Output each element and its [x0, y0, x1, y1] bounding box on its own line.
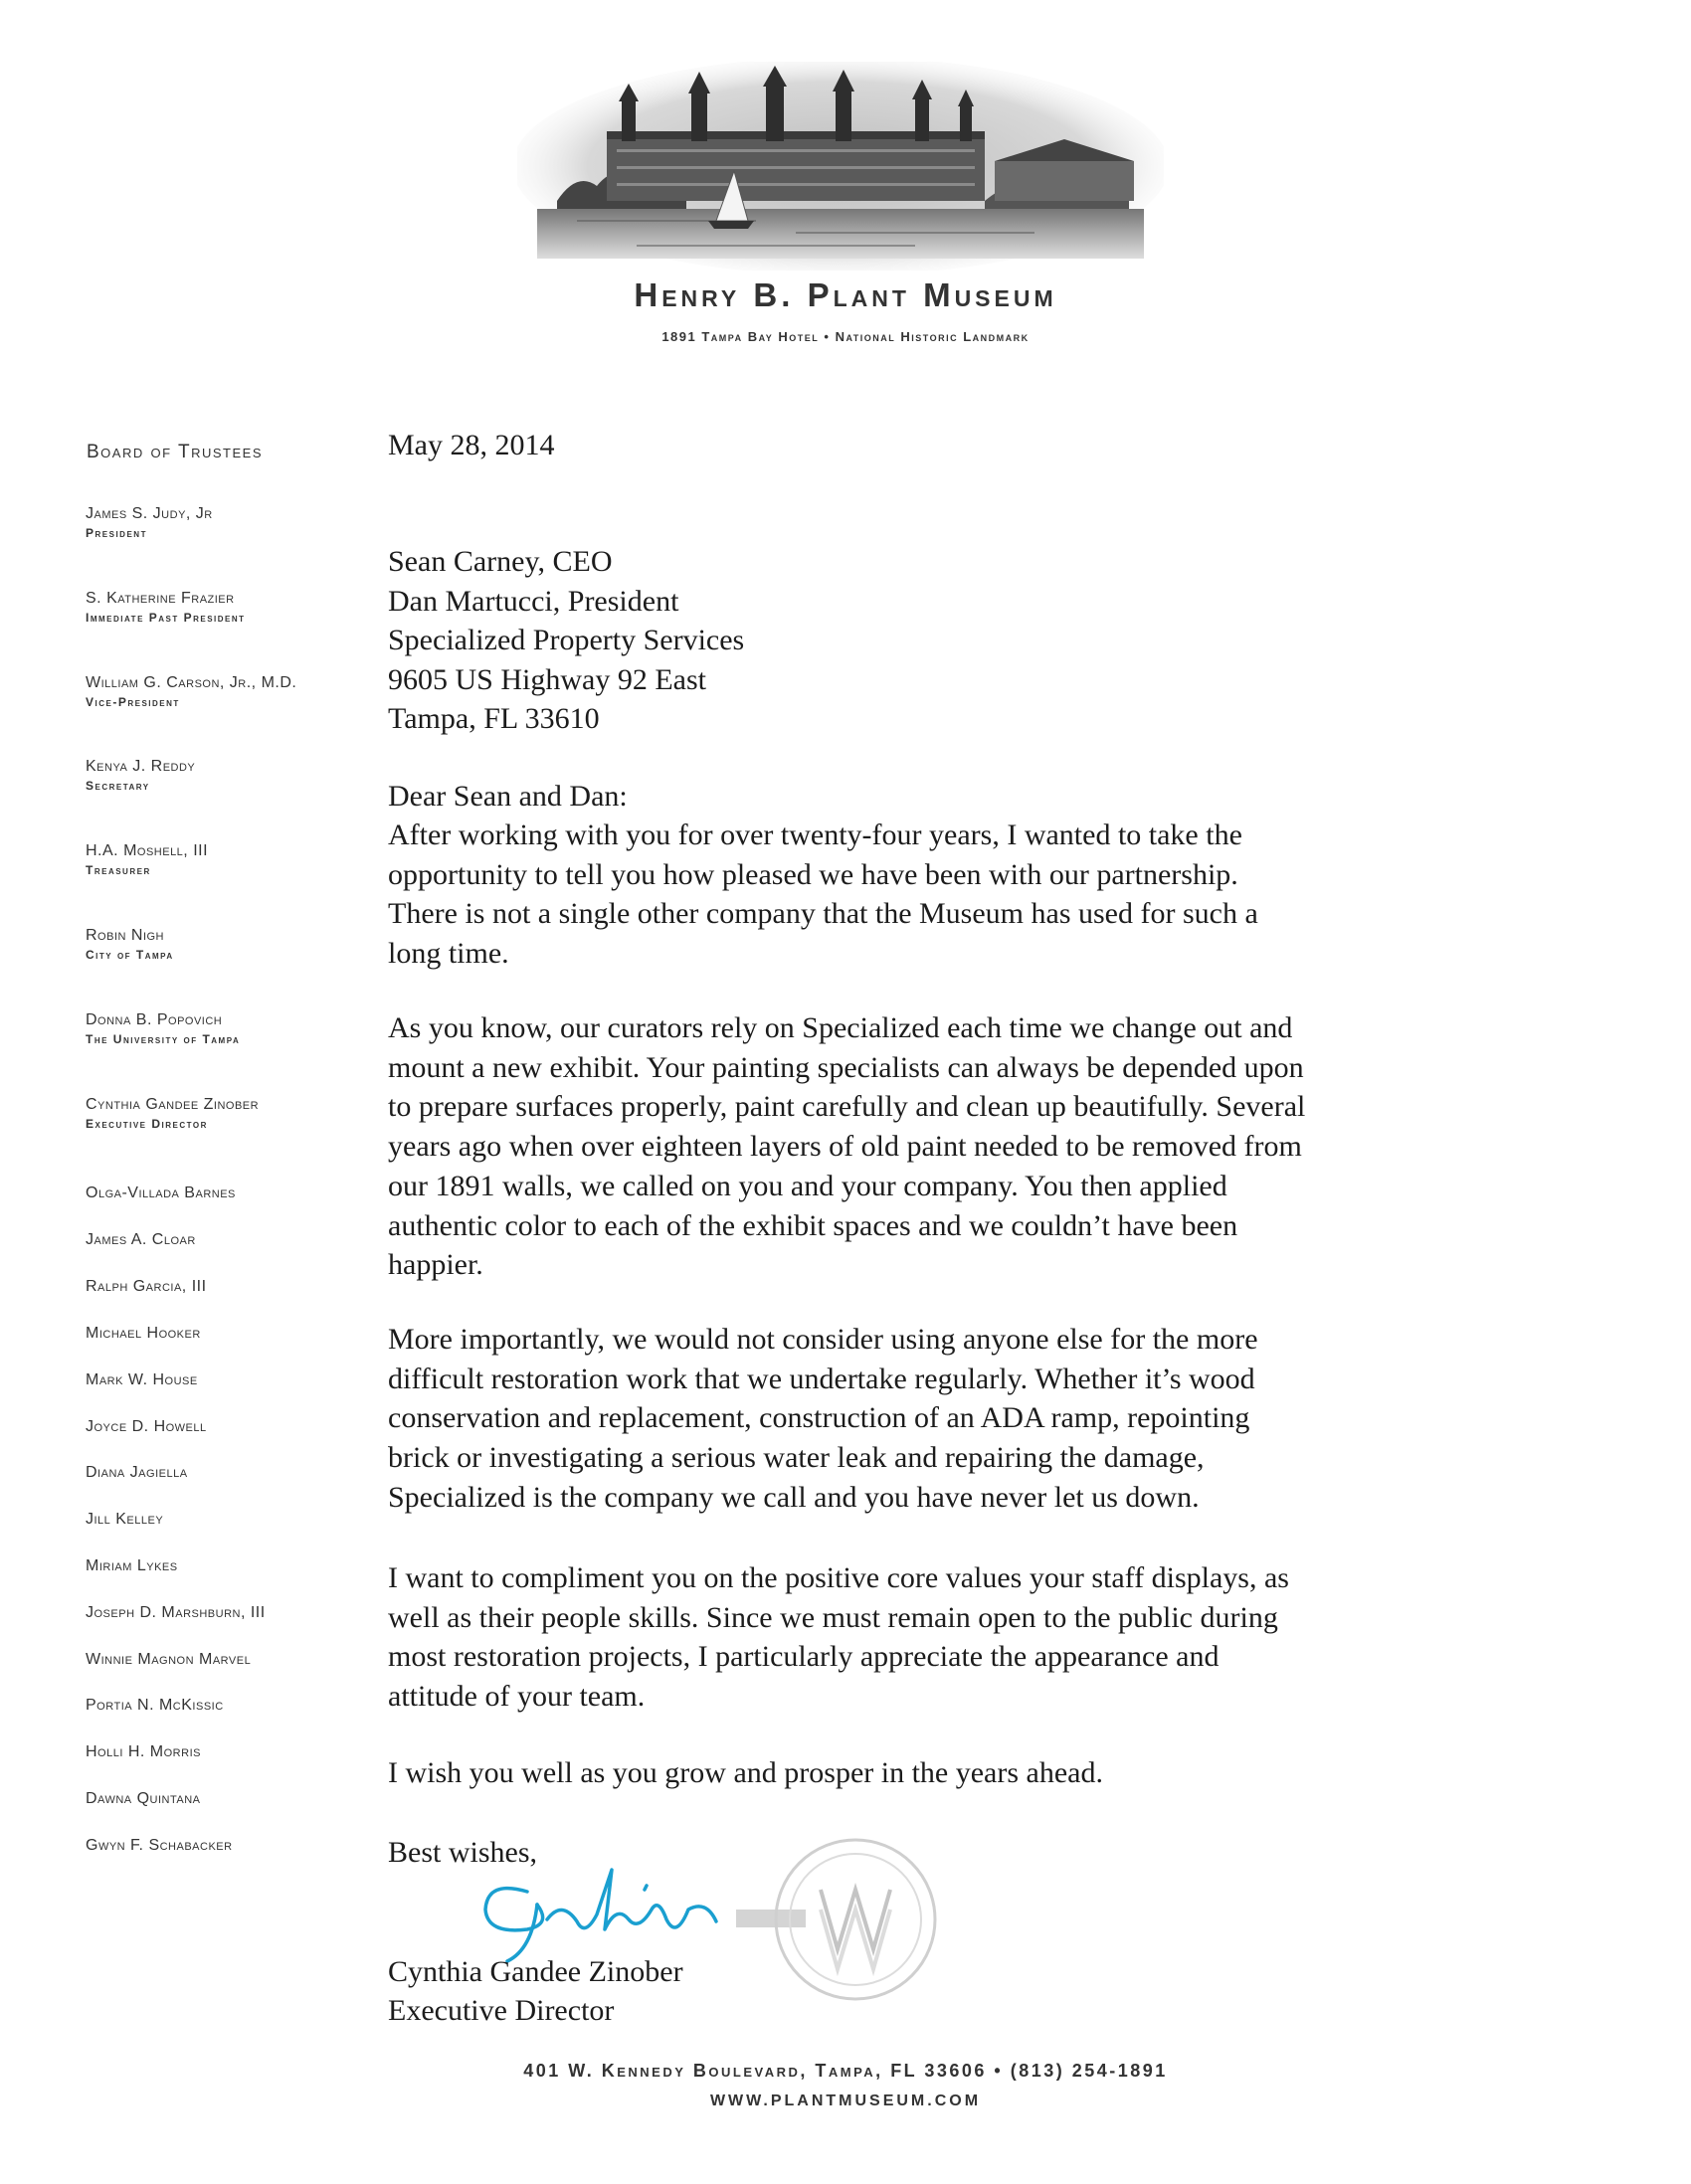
trustee-name: Winnie Magnon Marvel: [86, 1651, 252, 1668]
trustee-name: Mark W. House: [86, 1371, 198, 1388]
salutation: Dear Sean and Dan:: [388, 780, 628, 813]
trustee-entry: [86, 1184, 236, 1202]
board-heading: Board of Trustees: [87, 442, 264, 462]
trustee-entry: [86, 1651, 251, 1669]
body-line: conservation and replacement, construction of an ADA ramp, repointing: [388, 1401, 1250, 1435]
body-paragraph: [388, 1320, 1492, 1518]
trustee-title: Treasurer: [86, 863, 151, 877]
trustee-entry: [86, 1464, 188, 1482]
body-line: most restoration projects, I particularly appreciate the appearance and: [388, 1640, 1220, 1674]
accreditation-seal-icon: [736, 1820, 965, 2019]
body-paragraph: [388, 1558, 1492, 1717]
trustee-entry: [86, 927, 174, 962]
trustee-entry: [86, 1278, 207, 1296]
trustee-title: The University of Tampa: [86, 1032, 241, 1046]
trustee-entry: [86, 1697, 224, 1715]
trustee-title: Vice-President: [86, 695, 180, 709]
trustee-name: Diana Jagiella: [86, 1464, 188, 1481]
trustee-entry: [86, 1096, 259, 1131]
trustee-name: Cynthia Gandee Zinober: [86, 1096, 260, 1113]
trustee-name: Portia N. McKissic: [86, 1697, 224, 1714]
trustee-name: Holli H. Morris: [86, 1743, 201, 1760]
closing: Best wishes,: [388, 1836, 537, 1869]
recipient-line: Specialized Property Services: [388, 624, 745, 656]
body-line: well as their people skills. Since we must remain open to the public during: [388, 1600, 1278, 1634]
handwritten-signature: [468, 1850, 746, 1969]
body-line: attitude of your team.: [388, 1680, 646, 1714]
trustee-entry: [86, 1604, 266, 1622]
recipient-line: Dan Martucci, President: [388, 584, 679, 618]
trustee-entry: [86, 1371, 198, 1389]
footer-website: WWW.PLANTMUSEUM.COM: [709, 2093, 982, 2109]
trustee-name: Joseph D. Marshburn, III: [86, 1604, 266, 1621]
body-line: happier.: [388, 1248, 483, 1282]
trustee-name: Robin Nigh: [86, 927, 165, 944]
trustee-name: James S. Judy, Jr: [86, 505, 213, 522]
recipient-line: 9605 US Highway 92 East: [388, 662, 706, 696]
body-line: brick or investigating a serious water leak and repairing the damage,: [388, 1441, 1205, 1475]
trustee-title: City of Tampa: [86, 948, 174, 962]
trustee-entry: [86, 1837, 233, 1855]
recipient-block: [388, 542, 744, 739]
body-line: authentic color to each of the exhibit spaces and we couldn’t have been: [388, 1208, 1238, 1242]
trustee-title: Secretary: [86, 779, 150, 793]
body-paragraph: [388, 1008, 1492, 1285]
trustee-entry: [86, 1325, 201, 1343]
trustee-entry: [86, 1743, 201, 1761]
tampa-bay-hotel-photo: [517, 62, 1164, 271]
body-line: difficult restoration work that we undertake regularly. Whether it’s wood: [388, 1362, 1255, 1395]
trustee-entry: [86, 674, 296, 709]
body-line: As you know, our curators rely on Specialized each time we change out and: [388, 1011, 1293, 1044]
body-line: opportunity to tell you how pleased we have been with our partnership.: [388, 857, 1238, 891]
body-line: long time.: [388, 937, 509, 971]
trustee-name: Gwyn F. Schabacker: [86, 1837, 233, 1854]
trustee-name: Miriam Lykes: [86, 1557, 178, 1574]
recipient-line: Tampa, FL 33610: [388, 702, 600, 735]
museum-name: Henry B. Plant Museum: [634, 276, 1057, 313]
body-line: Specialized is the company we call and you have never let us down.: [388, 1480, 1200, 1514]
body-line: our 1891 walls, we called on you and your company. You then applied: [388, 1169, 1227, 1202]
trustee-name: S. Katherine Frazier: [86, 590, 235, 607]
trustee-name: Ralph Garcia, III: [86, 1278, 207, 1295]
signer-name: Cynthia Gandee Zinober: [388, 1955, 683, 1988]
body-line: I wish you well as you grow and prosper in the years ahead.: [388, 1756, 1103, 1789]
trustee-name: Donna B. Popovich: [86, 1011, 223, 1028]
trustee-name: Kenya J. Reddy: [86, 758, 196, 775]
body-line: There is not a single other company that the Museum has used for such a: [388, 897, 1258, 931]
trustee-name: James A. Cloar: [86, 1231, 196, 1248]
trustee-name: Jill Kelley: [86, 1511, 164, 1528]
trustee-entry: [86, 590, 246, 625]
museum-tagline: 1891 Tampa Bay Hotel • National Historic Landmark: [661, 329, 1030, 344]
trustee-entry: [86, 505, 213, 540]
trustee-title: President: [86, 526, 147, 540]
trustee-name: Olga-Villada Barnes: [86, 1184, 236, 1201]
trustee-name: William G. Carson, Jr., M.D.: [86, 674, 297, 691]
body-line: More importantly, we would not consider using anyone else for the more: [388, 1323, 1258, 1356]
trustee-title: Immediate Past President: [86, 611, 246, 625]
trustee-entry: [86, 758, 195, 793]
body-line: After working with you for over twenty-four years, I wanted to take the: [388, 819, 1242, 851]
body-line: years ago when over eighteen layers of old paint needed to be removed from: [388, 1130, 1302, 1164]
signer-title: Executive Director: [388, 1994, 615, 2027]
recipient-line: Sean Carney, CEO: [388, 545, 613, 578]
trustee-name: Michael Hooker: [86, 1325, 201, 1342]
trustee-name: Joyce D. Howell: [86, 1418, 207, 1435]
trustee-entry: [86, 1011, 240, 1046]
trustee-name: Dawna Quintana: [86, 1790, 201, 1807]
body-line: to prepare surfaces properly, paint carefully and clean up beautifully. Several: [388, 1090, 1306, 1124]
trustee-entry: [86, 1418, 207, 1436]
trustee-entry: [86, 1511, 163, 1529]
trustee-entry: [86, 1231, 196, 1249]
body-line: mount a new exhibit. Your painting specialists can always be depended upon: [388, 1050, 1304, 1084]
trustee-entry: [86, 842, 208, 877]
body-paragraph: [388, 816, 1492, 974]
trustee-title: Executive Director: [86, 1117, 208, 1131]
body-line: I want to compliment you on the positive core values your staff displays, as: [388, 1561, 1289, 1594]
letter-date: May 28, 2014: [388, 429, 555, 461]
trustee-entry: [86, 1790, 201, 1808]
trustee-entry: [86, 1557, 178, 1575]
body-paragraph: [388, 1753, 1492, 1793]
footer-address: 401 W. Kennedy Boulevard, Tampa, FL 33606 • (813) 254-1891: [523, 2061, 1168, 2081]
trustee-name: H.A. Moshell, III: [86, 842, 209, 859]
